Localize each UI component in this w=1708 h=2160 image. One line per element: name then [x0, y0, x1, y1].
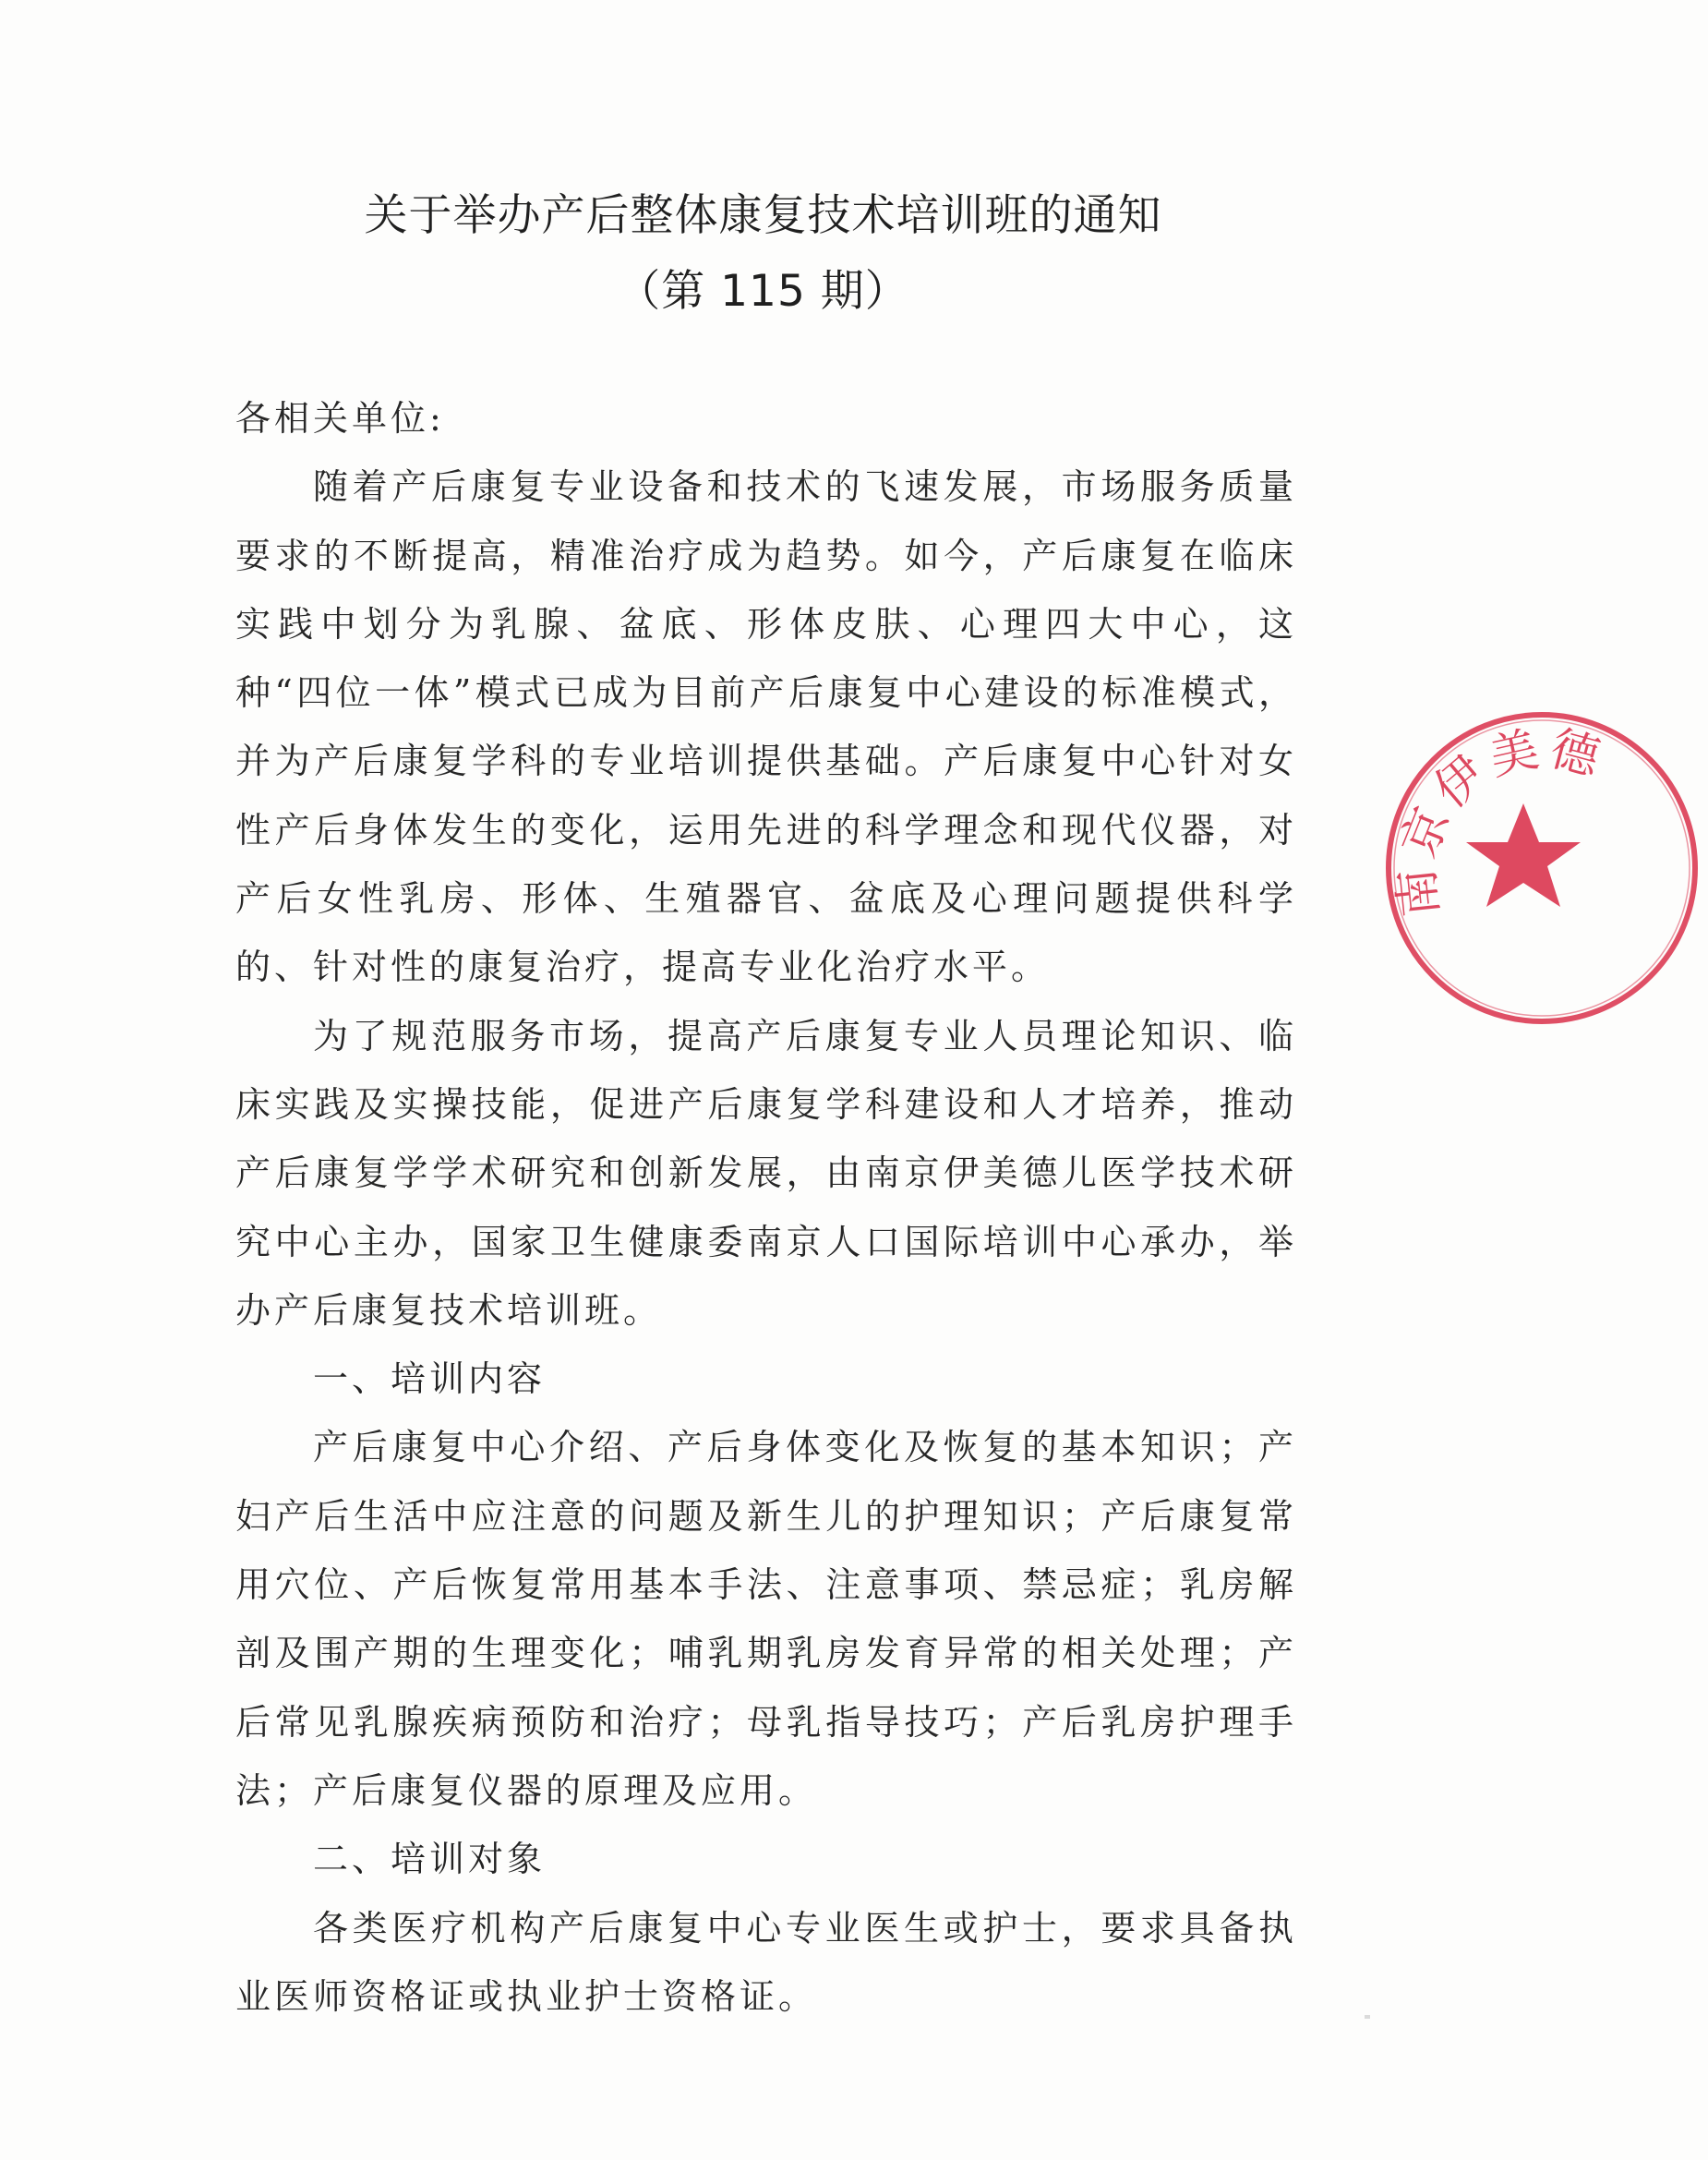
document-body — [235, 384, 1297, 2031]
document-title: 关于举办产后整体康复技术培训班的通知 — [364, 190, 1162, 241]
section-heading-training-content: 一、培训内容 — [313, 1358, 547, 1400]
seal-star-icon — [1466, 803, 1581, 907]
official-seal-stamp — [1376, 702, 1708, 1034]
paragraph-purpose: 为了规范服务市场，提高产后康复专业人员理论知识、临床实践及实操技能，促进产后康复学科建设和人才培养，推动产后康复学学术研究和创新发展，由南京伊美德儿医学技术研究中心主办，国家卫生健康委南京人口国际培训中心承办，举办产后康复技术培训班。 — [235, 1015, 1297, 1331]
seal-text: 南京伊美德 — [1388, 720, 1611, 920]
paragraph-intro: 随着产后康复专业设备和技术的飞速发展，市场服务质量要求的不断提高，精准治疗成为趋势。如今，产后康复在临床实践中划分为乳腺、盆底、形体皮肤、心理四大中心，这种“四位一体”模式已成为目前产后康复中心建设的标准模式，并为产后康复学科的专业培训提供基础。产后康复中心针对女性产后身体发生的变化，运用先进的科学理念和现代仪器，对产后女性乳房、形体、生殖器官、盆底及心理问题提供科学的、针对性的康复治疗，提高专业化治疗水平。 — [235, 466, 1297, 988]
section-body-training-content: 产后康复中心介绍、产后身体变化及恢复的基本知识；产妇产后生活中应注意的问题及新生儿的护理知识；产后康复常用穴位、产后恢复常用基本手法、注意事项、禁忌症；乳房解剖及围产期的生理变化；哺乳期乳房发育异常的相关处理；产后常见乳腺疾病预防和治疗；母乳指导技巧；产后乳房护理手法；产后康复仪器的原理及应用。 — [235, 1427, 1297, 1811]
scan-speck — [1365, 2015, 1370, 2019]
section-body-training-target: 各类医疗机构产后康复中心专业医生或护士，要求具备执业医师资格证或执业护士资格证。 — [235, 1907, 1297, 2017]
salutation: 各相关单位: — [235, 398, 445, 439]
section-heading-training-target: 二、培训对象 — [313, 1839, 547, 1880]
issue-number: （第 115 期） — [617, 266, 909, 317]
